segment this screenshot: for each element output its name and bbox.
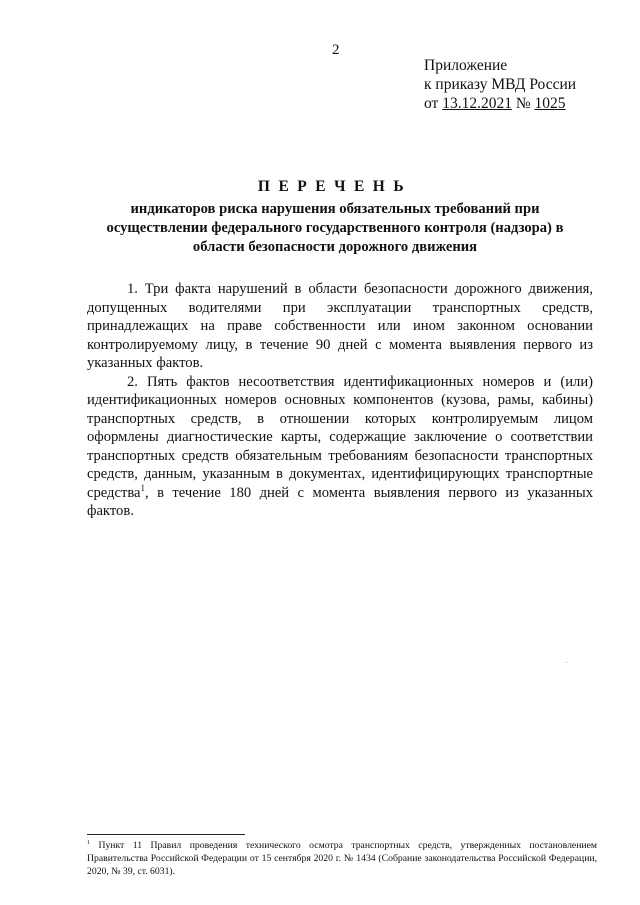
document-body [87,280,593,521]
footnote [87,839,597,878]
footnote-reference: 1 [140,482,146,493]
order-number: 1025 [534,95,566,112]
document-heading [80,178,590,257]
list-item-2-text: 2. Пять фактов несоответствия идентификационных номеров и (или) идентификационных номеров основных компонентов (кузова, рамы, кабины) транспортных средств, в отношении которых контролируемым лицом оформлены диагностические карты, содержащие заключение о соответствии транспортных средств обязательным требованиям безопасности транспортных средств, данным, указанным в документах, идентифицирующих транспортные средства [87,373,593,501]
appendix-line-1: Приложение [424,57,508,74]
document-title: ПЕРЕЧЕНЬ [257,178,413,195]
scan-speck [566,662,567,663]
list-item-2-text-end: , в течение 180 дней с момента выявления первого из указанных фактов. [87,484,593,519]
list-item-2 [87,373,593,521]
appendix-header [424,56,576,113]
appendix-prefix: от [424,95,439,112]
footnote-marker: 1 [87,839,90,846]
appendix-order-line [424,94,576,113]
appendix-line-2: к приказу МВД России [424,76,577,93]
list-item-1: 1. Три факта нарушений в области безопасности дорожного движения, допущенных водителями при эксплуатации транспортных средств, принадлежащих на праве собственности или ином законном основании контролируемому лицу, в течение 90 дней с момента выявления первого из указанных фактов. [87,281,593,371]
page-number: 2 [332,42,340,58]
footnote-separator [87,834,245,835]
document-subtitle: индикаторов риска нарушения обязательных требований при осуществлении федерального государственного контроля (надзора) в области безопасности дорожного движения [106,201,564,255]
order-date: 13.12.2021 [442,95,512,112]
number-sign: № [515,95,531,112]
footnote-text: Пункт 11 Правил проведения технического осмотра транспортных средств, утвержденных постановлением Правительства Российской Федерации от 15 сентября 2020 г. № 1434 (Собрание законодательства Российской Федерации, 2020, № 39, ст. 6031). [87,840,597,877]
